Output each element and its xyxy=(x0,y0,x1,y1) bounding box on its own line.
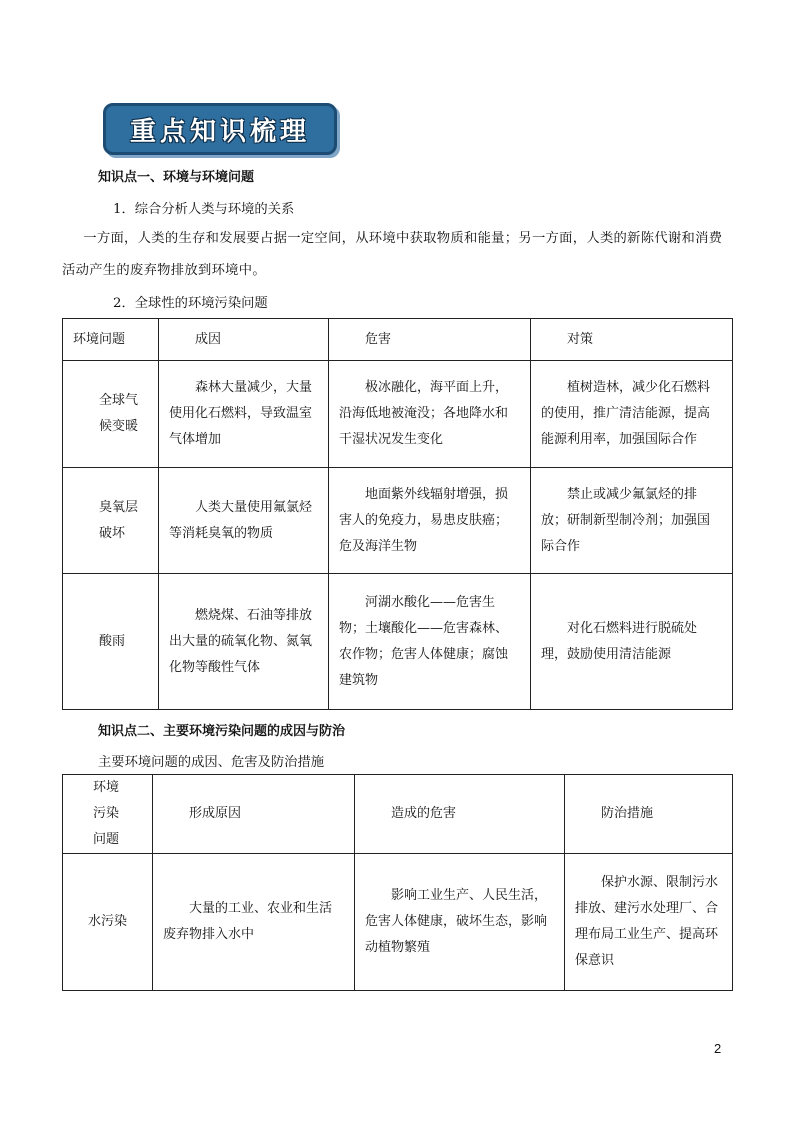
harm-cell xyxy=(329,468,531,574)
item2-title: 2．全球性的环境污染问题 xyxy=(113,296,268,311)
global-pollution-table xyxy=(62,318,733,710)
cause-cell xyxy=(159,468,329,574)
header-cell: 环境污染问题 xyxy=(63,775,153,854)
header-cell: 防治措施 xyxy=(565,775,733,854)
section2-subtitle: 主要环境问题的成因、危害及防治措施 xyxy=(98,755,325,770)
header-cell: 形成原因 xyxy=(153,775,355,854)
measure-cell xyxy=(531,468,733,574)
harm-cell xyxy=(355,854,565,991)
banner-title: 重点知识梳理 xyxy=(129,117,310,147)
table-header-row xyxy=(63,319,733,361)
measure-cell xyxy=(565,854,733,991)
section2-heading: 知识点二、主要环境污染问题的成因与防治 xyxy=(98,724,346,739)
cause-text: 森林大量减少，大量使用化石燃料，导致温室气体增加 xyxy=(169,380,313,447)
cause-text: 大量的工业、农业和生活废弃物排入水中 xyxy=(163,901,333,942)
table-row xyxy=(63,574,733,710)
pollution-control-table xyxy=(62,774,733,991)
measure-text: 对化石燃料进行脱硫处理，鼓励使用清洁能源 xyxy=(541,620,698,662)
measure-cell xyxy=(531,361,733,468)
table-row xyxy=(63,361,733,468)
item1-paragraph: 一方面，人类的生存和发展要占据一定空间，从环境中获取物质和能量；另一方面，人类的新陈代谢和消费活动产生的废弃物排放到环境中。 xyxy=(62,231,723,278)
cause-cell xyxy=(159,361,329,468)
issue-cell: 酸雨 xyxy=(63,574,159,710)
issue-cell: 水污染 xyxy=(63,854,153,991)
page-number: 2 xyxy=(714,1041,722,1056)
header-cell: 成因 xyxy=(159,319,329,361)
issue-cell: 全球气候变暖 xyxy=(63,361,159,468)
measure-cell xyxy=(531,574,733,710)
harm-cell xyxy=(329,361,531,468)
header-cell: 造成的危害 xyxy=(355,775,565,854)
harm-text: 河湖水酸化——危害生物；土壤酸化——危害森林、农作物；危害人体健康；腐蚀建筑物 xyxy=(339,594,509,688)
cause-cell xyxy=(159,574,329,710)
table-row xyxy=(63,854,733,991)
harm-text: 极冰融化，海平面上升，沿海低地被淹没；各地降水和干湿状况发生变化 xyxy=(339,380,509,447)
cause-text: 燃烧煤、石油等排放出大量的硫氧化物、氮氧化物等酸性气体 xyxy=(169,607,313,675)
header-cell: 环境问题 xyxy=(63,319,159,361)
cause-text: 人类大量使用氟氯烃等消耗臭氧的物质 xyxy=(169,499,313,541)
harm-text: 影响工业生产、人民生活，危害人体健康，破坏生态，影响动植物繁殖 xyxy=(365,888,548,955)
section1-heading: 知识点一、环境与环境问题 xyxy=(98,170,255,185)
harm-cell xyxy=(329,574,531,710)
harm-text: 地面紫外线辐射增强，损害人的免疫力，易患皮肤癌；危及海洋生物 xyxy=(339,486,509,554)
table-header-row xyxy=(63,775,733,854)
measure-text: 保护水源、限制污水排放、建污水处理厂、合理布局工业生产、提高环保意识 xyxy=(575,875,719,968)
measure-text: 禁止或减少氟氯烃的排放；研制新型制冷剂；加强国际合作 xyxy=(541,486,711,554)
issue-cell: 臭氧层破坏 xyxy=(63,468,159,574)
table-row xyxy=(63,468,733,574)
item1-title: 1．综合分析人类与环境的关系 xyxy=(113,202,295,217)
header-cell: 对策 xyxy=(531,319,733,361)
cause-cell xyxy=(153,854,355,991)
header-cell: 危害 xyxy=(329,319,531,361)
measure-text: 植树造林，减少化石燃料的使用，推广清洁能源，提高能源利用率，加强国际合作 xyxy=(541,380,711,447)
section-banner xyxy=(103,103,337,155)
